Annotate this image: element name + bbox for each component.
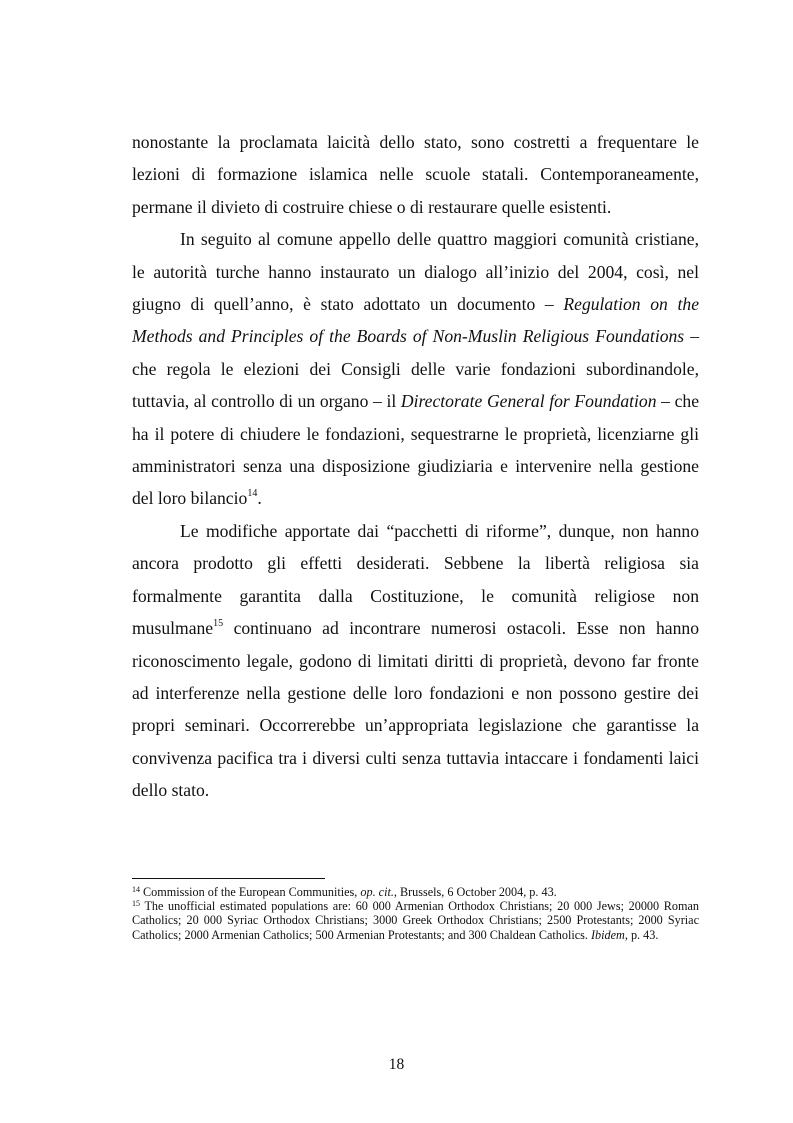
footnote-14-number: 14 xyxy=(132,885,140,894)
regulation-title: Regulation on the Methods and Principles of the Boards of Non-Muslin Religious Foundations xyxy=(132,294,699,347)
paragraph-2-text-c: – che regola le elezioni dei Consigli delle varie fondazioni subordinandole, tuttavia, al controllo di un organo – il xyxy=(132,326,699,412)
footnote-15 xyxy=(132,899,699,942)
footnote-ref-14: 14 xyxy=(247,488,258,500)
paragraph-2-text-a: In seguito al comune appello delle quattro maggiori comunità cristiane, le autorità turche hanno instaurato un dialogo all’inizio del 2004, così, nel giugno di quell’anno, è stato adottato un documento – xyxy=(132,229,699,315)
paragraph-1 xyxy=(132,126,699,223)
paragraph-2 xyxy=(132,223,699,515)
footnote-15-number: 15 xyxy=(132,899,140,909)
directorate-title: Directorate General for Foundation xyxy=(400,391,657,412)
footnote-15-ibidem: Ibidem xyxy=(591,927,625,942)
paragraph-2-text-f: . xyxy=(257,488,262,509)
paragraph-3 xyxy=(132,515,699,807)
footnote-15-text-c: , p. 43. xyxy=(624,927,659,942)
footnote-14-text-c: , Brussels, 6 October 2004, p. 43. xyxy=(393,885,557,899)
footnote-divider xyxy=(132,878,325,879)
paragraph-1-text: nonostante la proclamata laicità dello stato, sono costretti a frequentare le lezioni di formazione islamica nelle scuole statali. Contemporaneamente, permane il divieto di costruire chiese o di restaurare quelle esistenti. xyxy=(132,132,699,217)
footnote-14-text-a: Commission of the European Communities, xyxy=(140,885,361,899)
footnote-14-op-cit: op. cit. xyxy=(360,885,394,899)
footnote-14 xyxy=(132,885,699,899)
page-number: 18 xyxy=(388,1056,405,1073)
footnote-ref-15: 15 xyxy=(213,618,224,630)
paragraph-3-text-a: Le modifiche apportate dai “pacchetti di riforme”, dunque, non hanno ancora prodotto gli effetti desiderati. Sebbene la libertà religiosa sia formalmente garantita dalla Costituzione, le comunità religiose non musulmane xyxy=(132,520,699,639)
page-body xyxy=(132,126,699,807)
footnote-15-text-a: The unofficial estimated populations are: 60 000 Armenian Orthodox Christians; 20 000 Jews; 20000 Roman Catholics; 20 000 Syriac Orthodox Christians; 3000 Greek Orthodox Christians; 2500 Protestants; 2000 Syriac Catholics; 2000 Armenian Catholics; 500 Armenian Protestants; and 300 Chaldean Catholics. xyxy=(132,899,699,942)
paragraph-2-text-e: – che ha il potere di chiudere le fondazioni, sequestrarne le proprietà, licenziarne gli amministratori senza una disposizione giudiziaria e intervenire nella gestione del loro bilancio xyxy=(132,391,700,509)
paragraph-3-text-b: continuano ad incontrare numerosi ostacoli. Esse non hanno riconoscimento legale, godono di limitati diritti di proprietà, devono far fronte ad interferenze nella gestione delle loro fondazioni e non possono gestire dei propri seminari. Occorrerebbe un’appropriata legislazione che garantisse la convivenza pacifica tra i diversi culti senza tuttavia intaccare i fondamenti laici dello stato. xyxy=(132,618,699,801)
footnotes xyxy=(132,878,699,942)
